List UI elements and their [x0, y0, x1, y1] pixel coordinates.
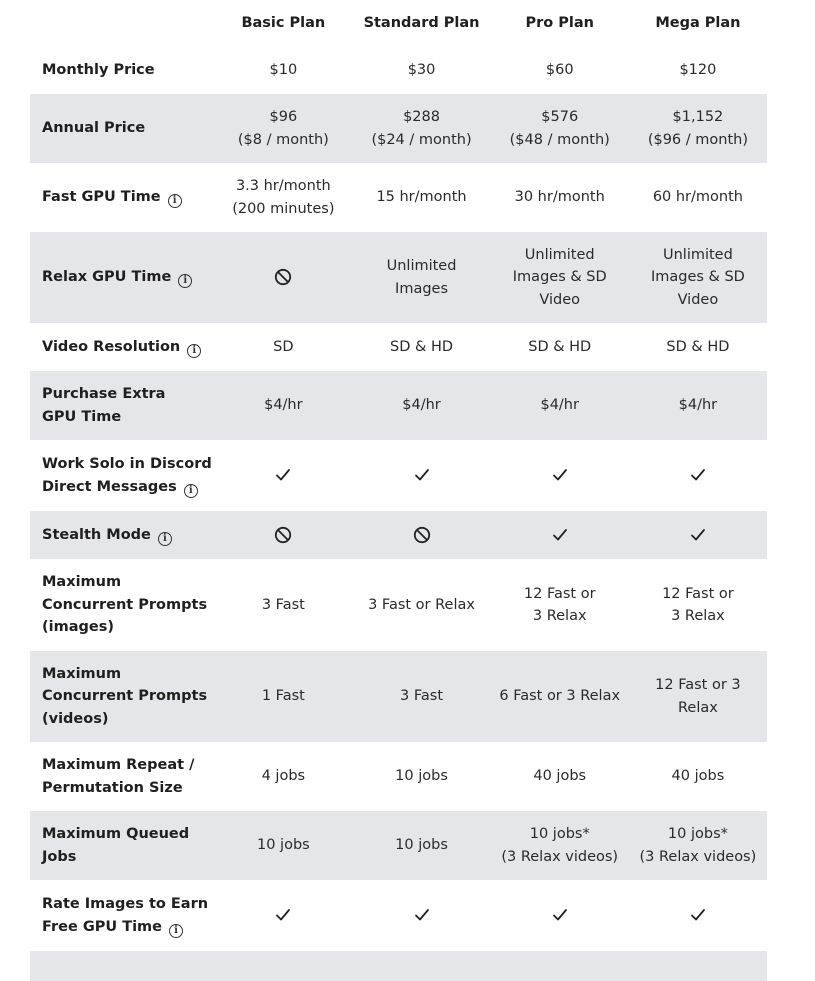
check-icon	[690, 908, 706, 922]
info-icon[interactable]: i	[178, 274, 192, 288]
check-icon	[552, 468, 568, 482]
table-row	[30, 323, 767, 371]
cell: 3.3 hr/month (200 minutes)	[232, 178, 335, 217]
cell: 60 hr/month	[652, 189, 743, 206]
pricing-comparison	[30, 0, 767, 981]
cell: SD & HD	[390, 338, 454, 355]
cell: 40 jobs	[671, 768, 725, 785]
cell	[629, 951, 767, 981]
cell	[352, 951, 490, 981]
cell: 1 Fast	[214, 651, 352, 742]
cell: $120	[679, 62, 717, 79]
not-included-icon	[274, 526, 292, 544]
row-label: Fast GPU Time i	[30, 163, 214, 232]
cell: $4/hr	[214, 371, 352, 440]
cell: 40 jobs	[533, 768, 587, 785]
table-row	[30, 559, 767, 651]
row-label: Work Solo in Discord Direct Messages i	[42, 456, 212, 496]
cell: $4/hr	[491, 371, 629, 440]
info-icon[interactable]: i	[184, 484, 198, 498]
check-icon	[414, 908, 430, 922]
cell: 3 Fast	[352, 651, 490, 742]
cell: $60	[545, 62, 574, 79]
row-label: Monthly Price	[42, 62, 155, 79]
cell: $96 ($8 / month)	[214, 94, 352, 163]
cell: 10 jobs	[214, 811, 352, 880]
cell: 10 jobs* (3 Relax videos)	[629, 811, 767, 880]
plan-header-standard: Standard Plan	[363, 15, 480, 32]
check-icon	[275, 908, 291, 922]
header-corner	[30, 0, 214, 47]
row-label: Annual Price	[30, 94, 214, 163]
cell: $576 ($48 / month)	[491, 94, 629, 163]
table-row	[30, 511, 767, 559]
check-icon	[552, 528, 568, 542]
info-icon[interactable]: i	[158, 532, 172, 546]
cell	[352, 880, 490, 951]
cell: 10 jobs* (3 Relax videos)	[491, 811, 629, 880]
cell	[214, 440, 352, 511]
cell	[214, 511, 352, 559]
info-icon[interactable]: i	[168, 194, 182, 208]
row-label: Rate Images to Earn Free GPU Time i	[42, 896, 209, 936]
not-included-icon	[274, 268, 292, 286]
row-label: Maximum Concurrent Prompts (videos)	[30, 651, 214, 742]
table-row	[30, 951, 767, 981]
cell	[352, 511, 490, 559]
cell	[491, 880, 629, 951]
cell: 3 Fast or Relax	[368, 596, 475, 613]
cell: 12 Fast or 3 Relax	[523, 585, 596, 624]
table-header	[30, 0, 767, 47]
cell: 30 hr/month	[514, 189, 605, 206]
cell: $4/hr	[352, 371, 490, 440]
cell: 12 Fast or 3 Relax	[662, 585, 734, 624]
not-included-icon	[413, 526, 431, 544]
plan-header-pro: Pro Plan	[525, 15, 594, 32]
row-label: Maximum Concurrent Prompts (images)	[42, 574, 208, 636]
cell: 10 jobs	[352, 811, 490, 880]
table-row	[30, 880, 767, 951]
cell	[629, 880, 767, 951]
plan-header-basic: Basic Plan	[241, 15, 326, 32]
table-row	[30, 371, 767, 440]
cell: SD & HD	[666, 338, 730, 355]
check-icon	[690, 528, 706, 542]
check-icon	[275, 468, 291, 482]
cell: 12 Fast or 3 Relax	[629, 651, 767, 742]
table-row	[30, 742, 767, 811]
check-icon	[690, 468, 706, 482]
cell: $1,152 ($96 / month)	[629, 94, 767, 163]
cell: $10	[269, 62, 298, 79]
table-row	[30, 651, 767, 742]
plan-header-mega: Mega Plan	[655, 15, 741, 32]
cell: 10 jobs	[395, 768, 448, 785]
cell: Unlimited Images & SD Video	[629, 232, 767, 323]
row-label: Stealth Mode i	[30, 511, 214, 559]
cell	[30, 951, 214, 981]
row-label: Maximum Queued Jobs	[30, 811, 214, 880]
row-label: Relax GPU Time i	[30, 232, 214, 323]
row-label: Video Resolution i	[30, 323, 214, 371]
table-row	[30, 47, 767, 94]
cell	[214, 232, 352, 323]
cell: 3 Fast	[261, 596, 305, 613]
row-label: Purchase Extra GPU Time	[30, 371, 214, 440]
cell	[352, 440, 490, 511]
cell: Unlimited Images & SD Video	[491, 232, 629, 323]
check-icon	[552, 908, 568, 922]
cell: SD	[273, 338, 294, 355]
table-row	[30, 811, 767, 880]
table-row	[30, 94, 767, 163]
cell	[629, 511, 767, 559]
cell: 4 jobs	[261, 768, 306, 785]
table-row	[30, 232, 767, 323]
cell	[491, 511, 629, 559]
cell: SD & HD	[528, 338, 592, 355]
check-icon	[414, 468, 430, 482]
plan-comparison-table	[30, 0, 767, 981]
cell	[629, 440, 767, 511]
header-row	[30, 0, 767, 47]
cell	[214, 951, 352, 981]
cell: Unlimited Images	[352, 232, 490, 323]
table-row	[30, 440, 767, 511]
cell: $30	[407, 62, 436, 79]
cell: 15 hr/month	[376, 189, 467, 206]
cell: $288 ($24 / month)	[352, 94, 490, 163]
info-icon[interactable]: i	[169, 924, 183, 938]
row-label: Maximum Repeat / Permutation Size	[42, 757, 195, 796]
table-body	[30, 47, 767, 981]
cell: $4/hr	[629, 371, 767, 440]
cell	[491, 951, 629, 981]
info-icon[interactable]: i	[187, 344, 201, 358]
cell	[491, 440, 629, 511]
cell: 6 Fast or 3 Relax	[491, 651, 629, 742]
cell	[214, 880, 352, 951]
table-row	[30, 163, 767, 232]
